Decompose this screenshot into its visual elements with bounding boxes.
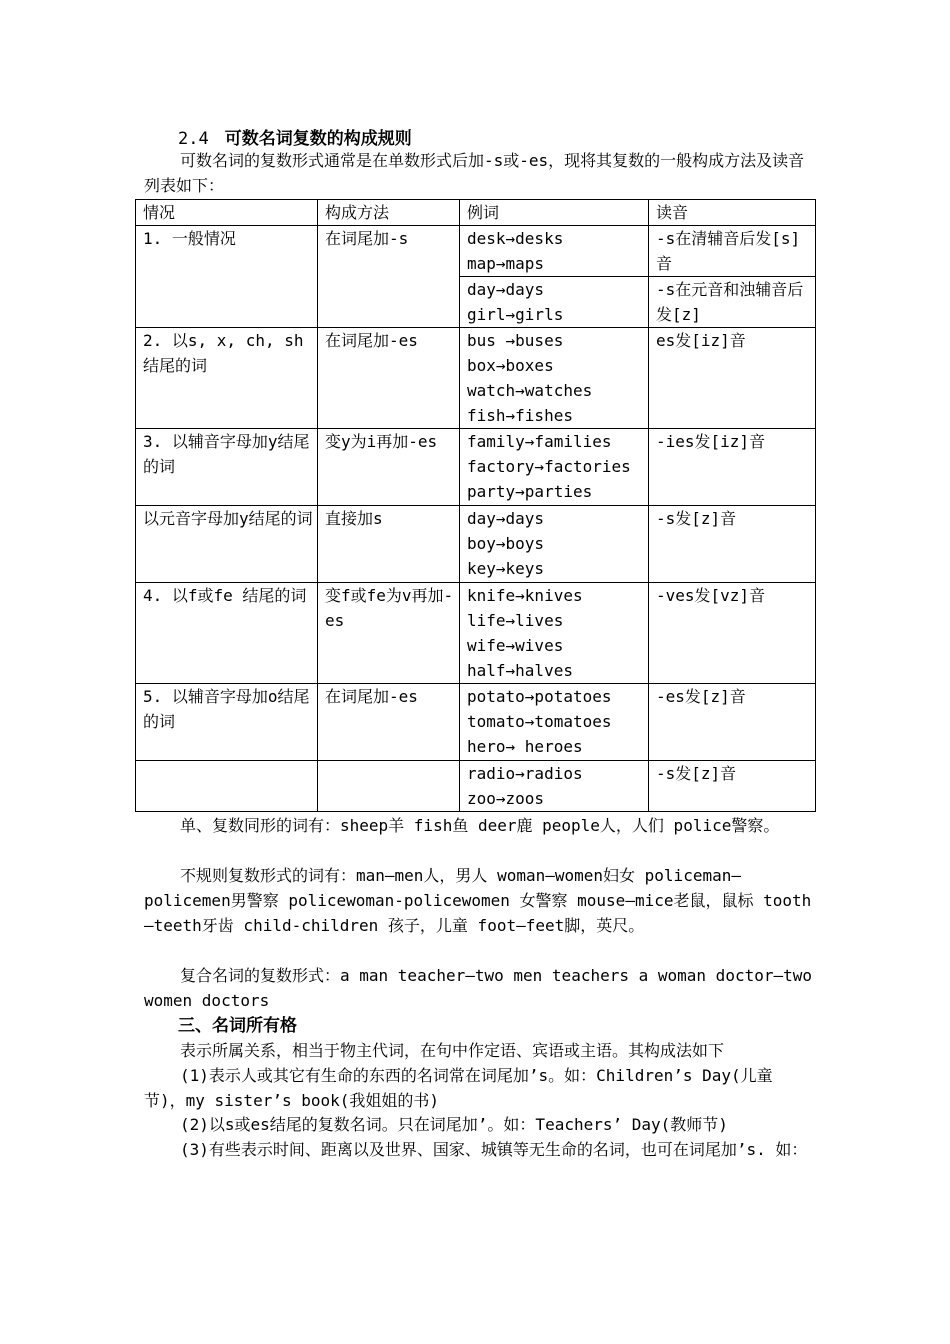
table-row [136, 226, 816, 277]
situation-cell: 1. 一般情况 [136, 226, 318, 328]
table-row [136, 328, 816, 429]
method-cell: 直接加s [318, 506, 460, 583]
example-word: key→keys [467, 559, 545, 578]
example-word: party→parties [467, 482, 593, 501]
example-word: wife→wives [467, 636, 564, 655]
example-word: life→lives [467, 611, 564, 630]
example-word: zoo→zoos [467, 789, 545, 808]
examples-cell [460, 583, 649, 684]
example-word: hero→ heroes [467, 737, 583, 756]
possessive-intro: 表示所属关系，相当于物主代词，在句中作定语、宾语或主语。其构成法如下 [180, 1041, 725, 1060]
example-word: day→days [467, 509, 545, 528]
possessive-rule-1: (1)表示人或其它有生命的东西的名词常在词尾加’s。如：Children’s Day(儿童节)，my sister’s book(我姐姐的书) [144, 1066, 773, 1110]
pronunciation-cell: -ves发[vz]音 [649, 583, 816, 684]
header-pronunciation: 读音 [649, 200, 816, 226]
example-word: boy→boys [467, 534, 545, 553]
situation-cell: 3. 以辅音字母加y结尾的词 [136, 429, 318, 506]
pronunciation-cell: -s发[z]音 [649, 506, 816, 583]
situation-cell: 以元音字母加y结尾的词 [136, 506, 318, 583]
pronunciation-cell: -s发[z]音 [649, 761, 816, 812]
pronunciation-cell: -ies发[iz]音 [649, 429, 816, 506]
method-cell: 变y为i再加-es [318, 429, 460, 506]
compound-plural-paragraph: 复合名词的复数形式：a man teacher—two men teachers a woman doctor—two women doctors [144, 966, 813, 1010]
method-cell: 在词尾加-es [318, 328, 460, 429]
pronunciation-cell: -es发[z]音 [649, 684, 816, 761]
same-form-paragraph: 单、复数同形的词有：sheep羊 fish鱼 deer鹿 people人，人们 police警察。 [180, 816, 780, 835]
table-row [136, 429, 816, 506]
situation-cell: 2. 以s, x, ch, sh结尾的词 [136, 328, 318, 429]
example-word: half→halves [467, 661, 573, 680]
section-heading [178, 124, 412, 149]
section-number: 2.4 [178, 129, 209, 149]
example-word: day→days [467, 280, 545, 299]
pronunciation-cell: -s在清辅音后发[s]音 [649, 226, 816, 277]
examples-cell [460, 226, 649, 277]
possessive-rule-2: (2)以s或es结尾的复数名词。只在词尾加’。如：Teachers’ Day(教师节) [180, 1115, 728, 1134]
example-word: knife→knives [467, 586, 583, 605]
possessive-rule-3: (3)有些表示时间、距离以及世界、国家、城镇等无生命的名词，也可在词尾加’s. 如： [180, 1140, 808, 1159]
examples-cell [460, 506, 649, 583]
example-word: fish→fishes [467, 406, 573, 425]
header-situation: 情况 [136, 200, 318, 226]
example-word: factory→factories [467, 457, 631, 476]
example-word: map→maps [467, 254, 545, 273]
intro-paragraph: 可数名词的复数形式通常是在单数形式后加-s或-es，现将其复数的一般构成方法及读音列表如下： [144, 151, 805, 195]
example-word: family→families [467, 432, 612, 451]
table-row [136, 583, 816, 684]
examples-cell [460, 328, 649, 429]
example-word: tomato→tomatoes [467, 712, 612, 731]
example-word: radio→radios [467, 764, 583, 783]
example-word: desk→desks [467, 229, 564, 248]
pronunciation-cell: -s在元音和浊辅音后发[z] [649, 277, 816, 328]
irregular-plural-paragraph: 不规则复数形式的词有：man—men人，男人 woman—women妇女 policeman—policemen男警察 policewoman-policewomen 女警察 mouse—mice老鼠，鼠标 tooth—teeth牙齿 child-children 孩子，儿童 foot—feet脚，英尺。 [144, 866, 812, 935]
method-cell: 在词尾加-s [318, 226, 460, 328]
example-word: watch→watches [467, 381, 593, 400]
table-row [136, 506, 816, 583]
header-examples: 例词 [460, 200, 649, 226]
method-cell [318, 761, 460, 812]
examples-cell [460, 429, 649, 506]
table-header-row [136, 200, 816, 226]
example-word: girl→girls [467, 305, 564, 324]
plural-rules-table [135, 199, 816, 812]
section-title: 可数名词复数的构成规则 [224, 129, 412, 149]
situation-cell: 4. 以f或fe 结尾的词 [136, 583, 318, 684]
example-word: box→boxes [467, 356, 554, 375]
section-3-title: 三、名词所有格 [178, 1016, 297, 1036]
header-method: 构成方法 [318, 200, 460, 226]
examples-cell [460, 761, 649, 812]
situation-cell: 5. 以辅音字母加o结尾的词 [136, 684, 318, 761]
situation-cell [136, 761, 318, 812]
method-cell: 在词尾加-es [318, 684, 460, 761]
method-cell: 变f或fe为v再加-es [318, 583, 460, 684]
table-row [136, 684, 816, 761]
examples-cell [460, 277, 649, 328]
example-word: potato→potatoes [467, 687, 612, 706]
example-word: bus →buses [467, 331, 564, 350]
pronunciation-cell: es发[iz]音 [649, 328, 816, 429]
table-row [136, 761, 816, 812]
examples-cell [460, 684, 649, 761]
